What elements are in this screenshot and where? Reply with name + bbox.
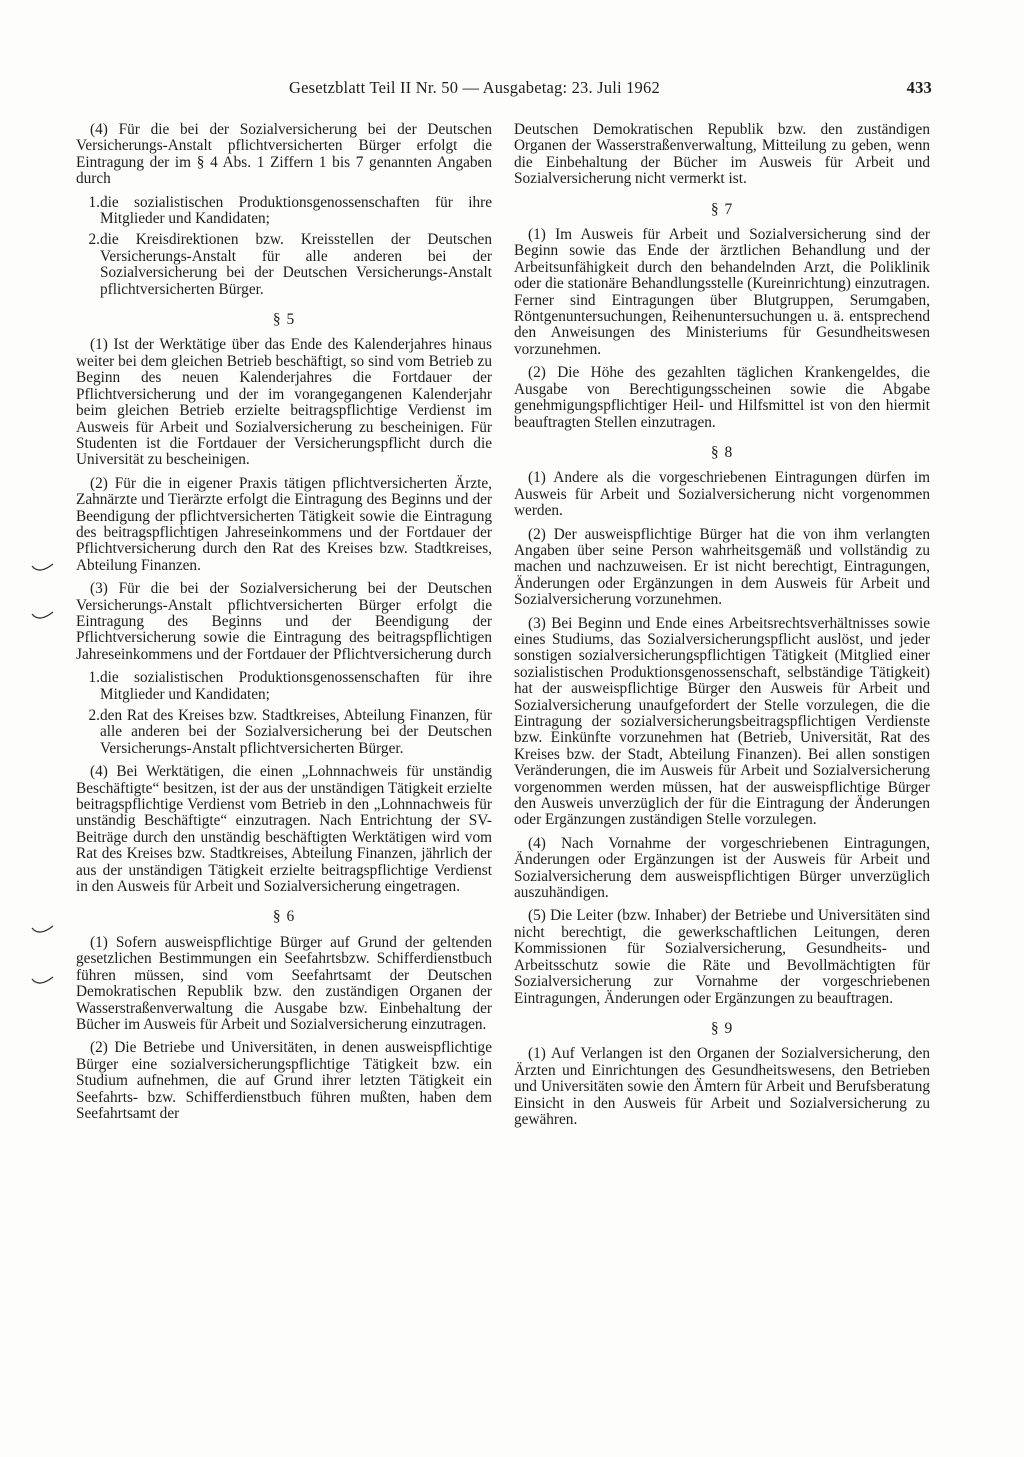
- paragraph-s7-2: (2) Die Höhe des gezahlten täglichen Krankengeldes, die Ausgabe von Berechtigungsscheinen sowie die Abgabe genehmigungspflichtiger Heil- und Hilfsmittel ist von den hiermit beauftragten Stellen einzutragen.: [514, 364, 930, 431]
- margin-check-mark: [31, 975, 55, 989]
- section-heading-7: § 7: [710, 200, 734, 218]
- paragraph-s5-2: (2) Für die in eigener Praxis tätigen pflichtversicherten Ärzte, Zahnärzte und Tierärzte erfolgt die Eintragung des Beginns und der Beendigung der pflichtversicherten Tätigkeit sowie die Eintragung des beitragspflichtigen Jahreseinkommens und der Fortdauer der Pflichtversicherung durch den Rat des Kreises bzw. Stadtkreises, Abteilung Finanzen.: [76, 474, 492, 574]
- paragraph-s8-5: (5) Die Leiter (bzw. Inhaber) der Betriebe und Universitäten sind nicht berechtigt, die gewerkschaftlichen Leitungen, deren Kommissionen für Sozialversicherung, Gesundheits- und Arbeitsschutz sowie die Räte und Bevollmächtigten für Sozialversicherung zur Vornahme der vorgeschriebenen Eintragungen, Änderungen oder Ergänzungen zu beauftragen.: [514, 907, 930, 1007]
- paragraph-s4-4: (4) Für die bei der Sozialversicherung bei der Deutschen Versicherungs-Anstalt pflichtversicherten Bürger erfolgt die Eintragung der im § 4 Abs. 1 Ziffern 1 bis 7 genannten Angaben durch: [76, 121, 492, 188]
- section-heading-6: § 6: [272, 908, 296, 926]
- page-header-title: Gesetzblatt Teil II Nr. 50 — Ausgabetag: 23. Juli 1962: [289, 78, 660, 97]
- list-item: 1. die sozialistischen Produktionsgenossenschaften für ihre Mitglieder und Kandidaten;: [88, 669, 492, 703]
- paragraph-s9-1: (1) Auf Verlangen ist den Organen der Sozialversicherung, den Ärzten und Einrichtungen des Gesundheitswesens, den Betrieben und Universitäten sowie den Ämtern für Arbeit und Berufsberatung Einsicht in den Ausweis für Arbeit und Sozialversicherung zu gewähren.: [514, 1045, 930, 1128]
- paragraph-s8-4: (4) Nach Vornahme der vorgeschriebenen Eintragungen, Änderungen oder Ergänzungen ist der Ausweis für Arbeit und Sozialversicherung dem ausweispflichtigen Bürger unverzüglich auszuhändigen.: [514, 834, 930, 902]
- paragraph-s6-1: (1) Sofern ausweispflichtige Bürger auf Grund der geltenden gesetzlichen Bestimmungen ein Seefahrtsbzw. Schifferdienstbuch führen müssen, sind vom Seefahrtsamt der Deutschen Demokratischen Republik bzw. den zuständigen Organen der Wasserstraßenverwaltung die Ausgabe bzw. Einbehaltung der Bücher im Ausweis für Arbeit und Sozialversicherung einzutragen.: [76, 933, 492, 1033]
- list-item: 1. die sozialistischen Produktionsgenossenschaften für ihre Mitglieder und Kandidaten;: [88, 193, 492, 228]
- paragraph-s5-4: (4) Bei Werktätigen, die einen „Lohnnachweis für unständig Beschäftigte“ besitzen, ist der aus der unständigen Tätigkeit erzielte beitragspflichtige Verdienst vom Betrieb in den „Lohnnachweis für unständig Beschäftigte“ einzutragen. Nach Entrichtung der SV-Beiträge durch den unständig beschäftigten Werktätigen wird vom Rat des Kreises bzw. Stadtkreises, Abteilung Finanzen, jährlich der aus der unständigen Tätigkeit erzielte beitragspflichtige Verdienst in den Ausweis für Arbeit und Sozialversicherung eingetragen.: [76, 763, 492, 896]
- list-item: 2. den Rat des Kreises bzw. Stadtkreises, Abteilung Finanzen, für alle anderen bei der Sozialversicherung bei der Deutschen Versicherungs-Anstalt pflichtversicherten Bürger.: [88, 707, 492, 757]
- margin-check-mark: [31, 610, 55, 624]
- left-column: [76, 122, 492, 1129]
- paragraph-s5-3: (3) Für die bei der Sozialversicherung bei der Deutschen Versicherungs-Anstalt pflichtversicherten Bürger erfolgt die Eintragung des Beginns und der Beendigung der Pflichtversicherung sowie die Eintragung des beitragspflichtigen Jahreseinkommens und der Fortdauer der Pflichtversicherung durch: [76, 580, 492, 663]
- margin-check-mark: [31, 924, 55, 938]
- paragraph-s5-1: (1) Ist der Werktätige über das Ende des Kalenderjahres hinaus weiter bei dem gleichen Betrieb beschäftigt, so sind vom Betrieb zu Beginn des neuen Kalenderjahres die Fortdauer der Pflichtversicherung und der im vorangegangenen Kalenderjahr beim gleichen Betrieb erzielte beitragspflichtige Verdienst im Ausweis für Arbeit und Sozialversicherung zu bescheinigen. Für Studenten ist die Fortdauer der Versicherungspflicht durch die Universität zu bescheinigen.: [76, 336, 492, 469]
- paragraph-s8-3: (3) Bei Beginn und Ende eines Arbeitsrechtsverhältnisses sowie eines Studiums, das Sozialversicherungspflicht auslöst, und jeder sonstigen sozialversicherungspflichtigen Tätigkeit (Mitglied einer sozialistischen Produktionsgenossenschaft, selbständige Tätigkeit) hat der ausweispflichtige Bürger den Ausweis für Arbeit und Sozialversicherung unaufgefordert der Stelle vorzulegen, die die Eintragung der sozialversicherungsbeitragspflichtigen Verdienste bzw. Einkünfte vorzunehmen hat (Betrieb, Universität, Rat des Kreises bzw. der Stadt, Abteilung Finanzen). Bei allen sonstigen Veränderungen, die im Ausweis für Arbeit und Sozialversicherung vorgenommen werden müssen, hat der ausweispflichtige Bürger den Ausweis unverzüglich der für die Eintragung der Änderungen oder Ergänzungen zuständigen Stelle vorzulegen.: [514, 614, 930, 829]
- list-item: 2. die Kreisdirektionen bzw. Kreisstellen der Deutschen Versicherungs-Anstalt für alle anderen bei der Sozialversicherung bei der Deutschen Versicherungs-Anstalt pflichtversicherten Bürger.: [88, 231, 492, 298]
- paragraph-s7-1: (1) Im Ausweis für Arbeit und Sozialversicherung sind der Beginn sowie das Ende der ärztlichen Behandlung und der Arbeitsunfähigkeit durch den behandelnden Arzt, die Poliklinik oder die stationäre Behandlungsstelle (Kureinrichtung) einzutragen. Ferner sind Eintragungen über Blutgruppen, Serumgaben, Röntgenuntersuchungen, Reihenuntersuchungen u. ä. entsprechend den Anweisungen des Ministeriums für Gesundheitswesen vorzunehmen.: [514, 226, 930, 358]
- section-heading-8: § 8: [710, 443, 734, 461]
- list-s5-3: [76, 670, 492, 757]
- section-heading-5: § 5: [272, 311, 296, 329]
- paragraph-s8-1: (1) Andere als die vorgeschriebenen Eintragungen dürfen im Ausweis für Arbeit und Sozialversicherung nicht vorgenommen werden.: [514, 469, 930, 520]
- paragraph-s8-2: (2) Der ausweispflichtige Bürger hat die von ihm verlangten Angaben über seine Person wahrheitsgemäß und vollständig zu machen und nachzuweisen. Er ist nicht berechtigt, Eintragungen, Änderungen oder Ergänzungen in dem Ausweis für Arbeit und Sozialversicherung vorzunehmen.: [514, 525, 930, 609]
- right-column: [514, 122, 930, 1135]
- paragraph-s6-2: (2) Die Betriebe und Universitäten, in denen ausweispflichtige Bürger eine sozialversicherungspflichtige Tätigkeit bzw. ein Studium aufnehmen, die auf Grund ihrer letzten Tätigkeit ein Seefahrts- bzw. Schifferdienstbuch führen mußten, haben dem Seefahrtsamt der: [76, 1039, 492, 1122]
- margin-check-mark: [31, 562, 55, 576]
- page-header: [76, 78, 932, 102]
- list-s4-4: [76, 195, 492, 298]
- paragraph-s6-2-continued: Deutschen Demokratischen Republik bzw. den zuständigen Organen der Wasserstraßenverwaltung, Mitteilung zu geben, wenn die Einbehaltung der Bücher im Ausweis für Arbeit und Sozialversicherung nicht vermerkt ist.: [514, 121, 930, 188]
- section-heading-9: § 9: [710, 1019, 734, 1037]
- page-number: 433: [906, 78, 932, 97]
